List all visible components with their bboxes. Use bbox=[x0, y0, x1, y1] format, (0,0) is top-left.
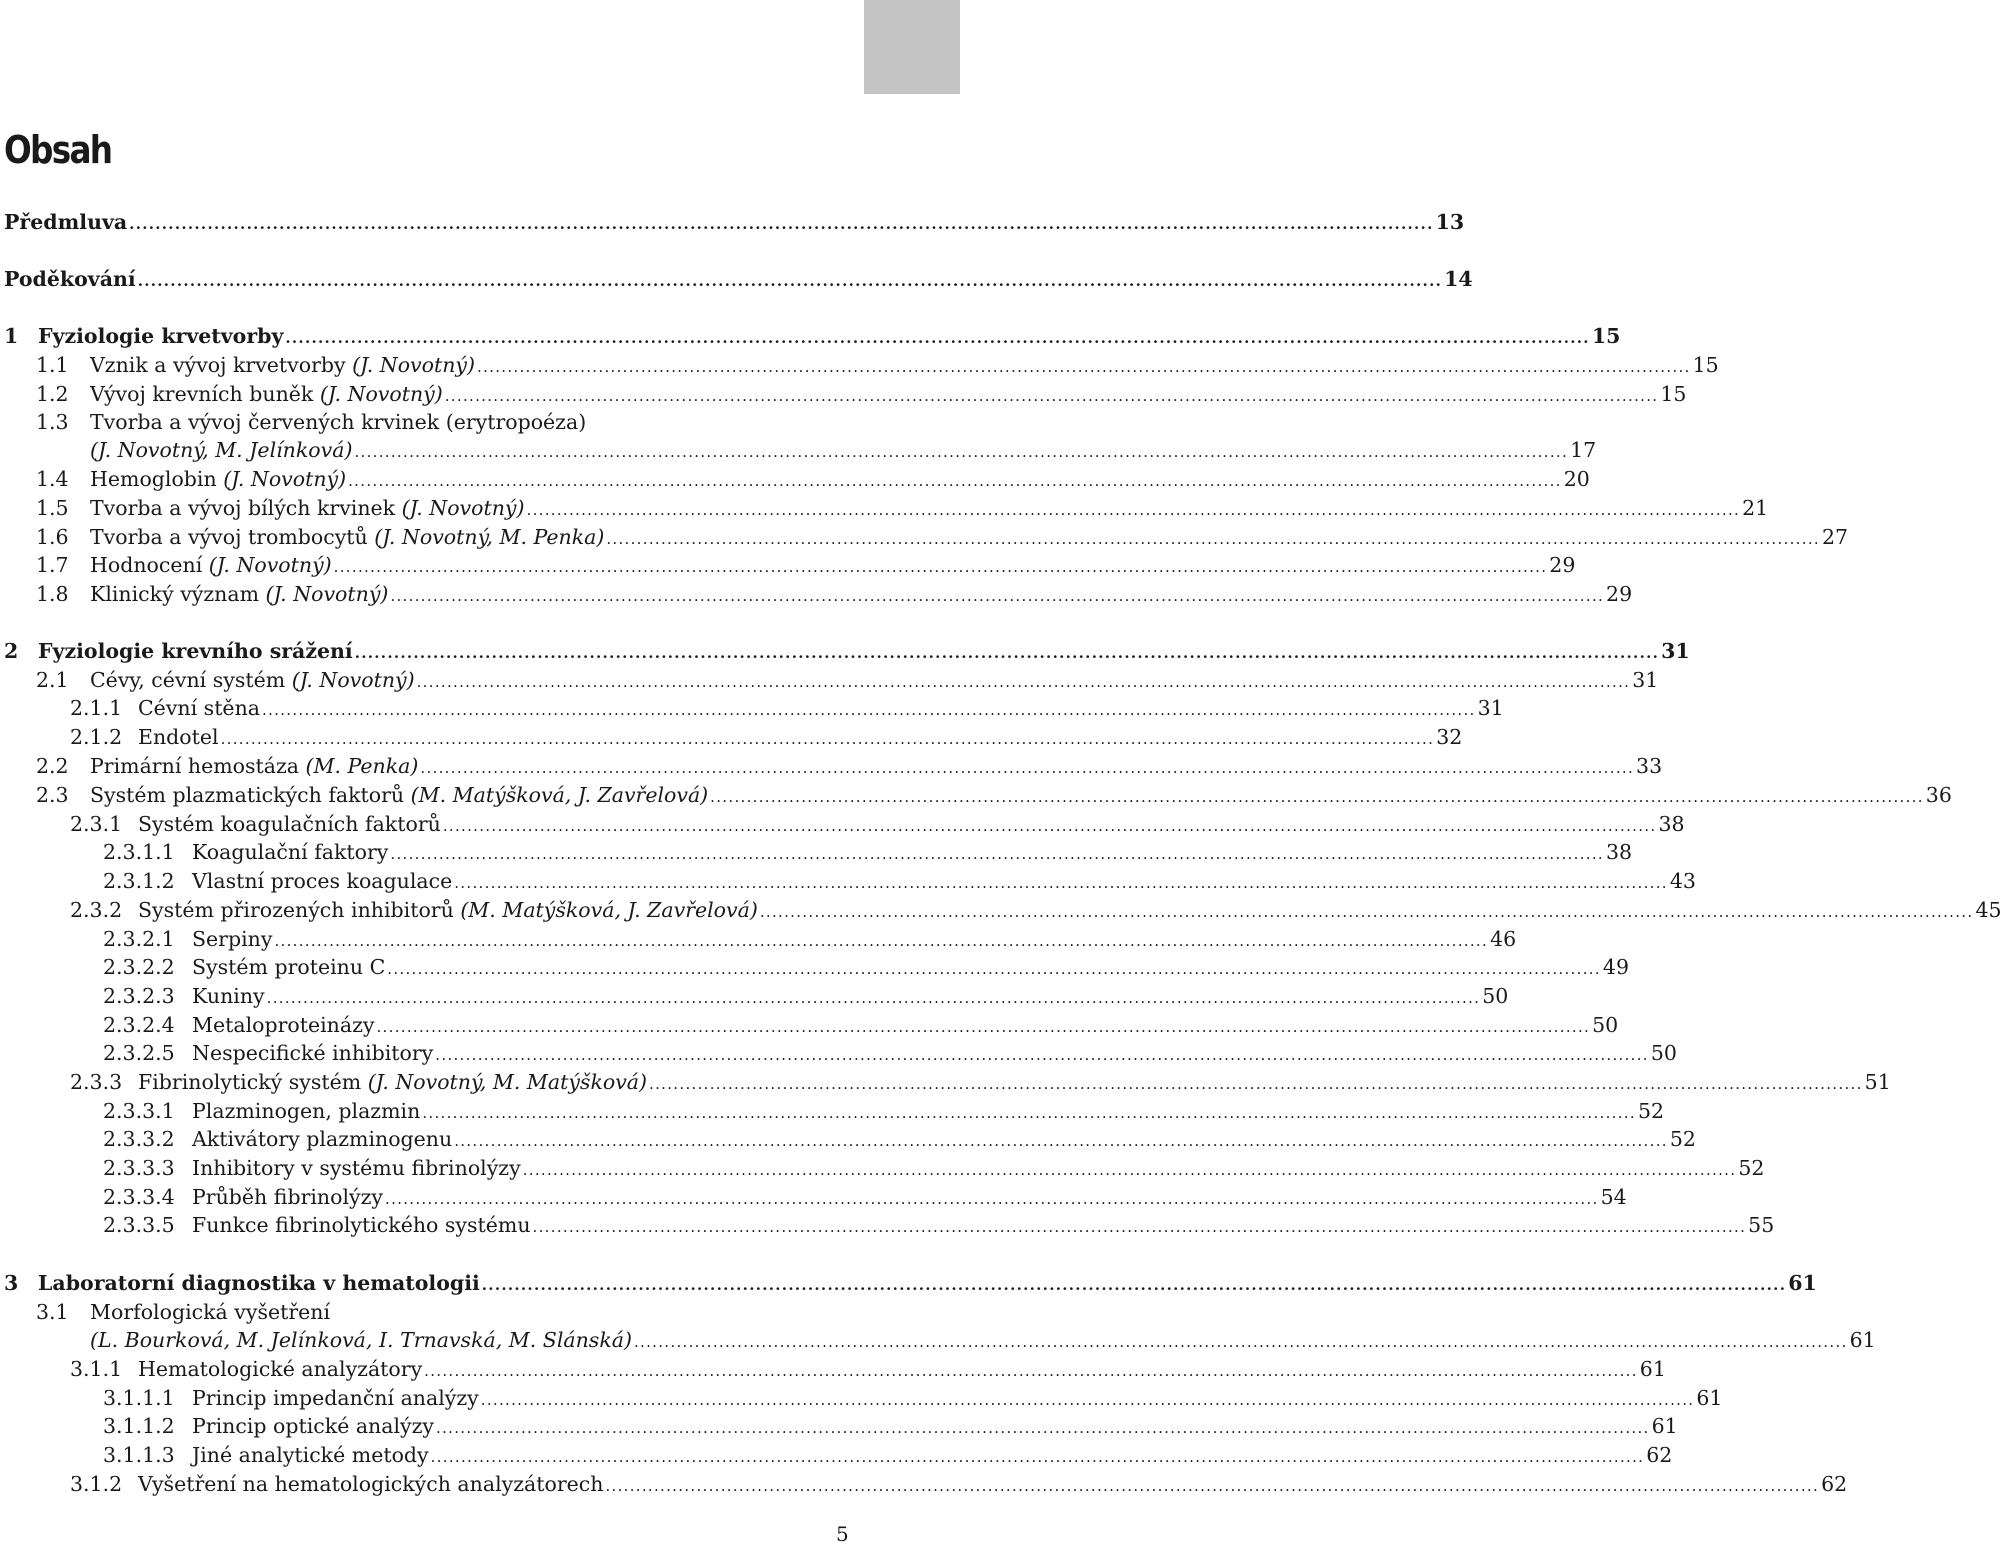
toc-leader-dots: ........................................................................................................................................................................................................ bbox=[348, 472, 1562, 490]
toc-entry-title bbox=[4, 265, 136, 293]
toc-leader-dots: ........................................................................................................................................................................................................ bbox=[526, 501, 1741, 519]
toc-entry-title bbox=[192, 1039, 433, 1067]
toc-leader-dots: ........................................................................................................................................................................................................ bbox=[262, 701, 1476, 719]
toc-leader-dots: ........................................................................................................................................................................................................ bbox=[430, 1448, 1645, 1466]
toc-entry[interactable] bbox=[36, 523, 1849, 551]
toc-entry-number: 3.1.1 bbox=[70, 1357, 123, 1381]
toc-entry-page: 54 bbox=[1600, 1185, 1627, 1209]
toc-leader-dots: ........................................................................................................................................................................................................ bbox=[532, 1218, 1747, 1236]
toc-entry-number: 2.3.2.1 bbox=[103, 927, 175, 951]
toc-entry-title-text: Nespecifické inhibitory bbox=[192, 1041, 434, 1065]
toc-entry-title-text: Systém plazmatických faktorů bbox=[90, 783, 405, 807]
toc-entry-title-text: Inhibitory v systému fibrinolýzy bbox=[192, 1156, 521, 1180]
toc-leader-dots: ........................................................................................................................................................................................................ bbox=[390, 587, 1605, 605]
toc-entry-number: 2.3.2.2 bbox=[103, 955, 175, 979]
toc-entry-title bbox=[90, 494, 525, 522]
toc-entry-title bbox=[90, 1326, 632, 1354]
toc-entry-page: 50 bbox=[1650, 1041, 1677, 1065]
toc-entry-title bbox=[90, 436, 352, 464]
toc-entry-authors: (J. Novotný) bbox=[259, 582, 389, 606]
toc-entry[interactable] bbox=[103, 1154, 1765, 1182]
toc-entry-number: 2.3.2.4 bbox=[103, 1013, 175, 1037]
toc-entry-title bbox=[192, 1211, 531, 1239]
toc-entry-page: 38 bbox=[1658, 812, 1685, 836]
toc-entry-title bbox=[192, 953, 385, 981]
toc-entry-number: 2.3.1 bbox=[70, 812, 123, 836]
toc-entry-number: 3 bbox=[4, 1271, 19, 1295]
toc-entry-authors: (M. Matýšková, J. Zavřelová) bbox=[404, 783, 709, 807]
toc-entry-title-text: Princip impedanční analýzy bbox=[192, 1386, 479, 1410]
toc-entry-page: 15 bbox=[1591, 324, 1621, 348]
toc-entry-title-text: Systém proteinu C bbox=[192, 955, 386, 979]
toc-entry[interactable] bbox=[103, 838, 1633, 866]
toc-entry[interactable] bbox=[103, 867, 1696, 895]
toc-entry-title bbox=[4, 208, 127, 236]
toc-entry-title bbox=[38, 637, 353, 665]
toc-entry-title bbox=[38, 1269, 480, 1297]
toc-entry-number: 2.1.1 bbox=[70, 696, 123, 720]
toc-entry-title-text: Funkce fibrinolytického systému bbox=[192, 1213, 531, 1237]
toc-leader-dots: ........................................................................................................................................................................................................ bbox=[424, 1362, 1638, 1380]
toc-entry-page: 29 bbox=[1606, 582, 1633, 606]
toc-entry-page: 13 bbox=[1435, 210, 1465, 234]
toc-entry-title-text: Tvorba a vývoj bílých krvinek bbox=[90, 496, 396, 520]
toc-entry-number: 1.3 bbox=[36, 410, 69, 434]
toc-entry-page: 43 bbox=[1669, 869, 1696, 893]
toc-entry-number: 3.1.1.3 bbox=[103, 1443, 175, 1467]
toc-entry-page: 38 bbox=[1606, 840, 1633, 864]
toc-leader-dots: ........................................................................................................................................................................................................ bbox=[333, 558, 1548, 576]
toc-entry-title-text: Fibrinolytický systém bbox=[138, 1070, 362, 1094]
toc-entry-page: 32 bbox=[1436, 725, 1463, 749]
toc-entry-page: 29 bbox=[1549, 553, 1576, 577]
toc-entry-title-text: Cévní stěna bbox=[138, 696, 260, 720]
toc-entry-title-text: Koagulační faktory bbox=[192, 840, 389, 864]
toc-entry-number: 2.2 bbox=[36, 754, 69, 778]
toc-entry[interactable] bbox=[90, 1326, 1876, 1354]
toc-leader-dots: ........................................................................................................................................................................................................ bbox=[387, 960, 1601, 978]
toc-leader-dots: ........................................................................................................................................................................................................ bbox=[444, 387, 1659, 405]
toc-entry-page: 21 bbox=[1742, 496, 1769, 520]
toc-entry-number: 2.3.3 bbox=[70, 1070, 123, 1094]
toc-entry[interactable] bbox=[103, 1125, 1696, 1153]
toc-entry-title-text: Fyziologie krvetvorby bbox=[38, 324, 284, 348]
toc-leader-dots: ........................................................................................................................................................................................................ bbox=[420, 759, 1635, 777]
toc-entry-number: 2.1 bbox=[36, 668, 69, 692]
toc-entry-number: 2.3.1.2 bbox=[103, 869, 175, 893]
toc-entry-title bbox=[138, 810, 441, 838]
toc-entry-title bbox=[90, 551, 332, 579]
toc-entry-title-text: Hodnocení bbox=[90, 553, 203, 577]
toc-entry[interactable] bbox=[36, 380, 1687, 408]
toc-entry-title bbox=[90, 752, 418, 780]
toc-entry-page: 50 bbox=[1592, 1013, 1619, 1037]
toc-entry-page: 20 bbox=[1563, 467, 1590, 491]
toc-entry-title-text: Serpiny bbox=[192, 927, 273, 951]
toc-entry-page: 31 bbox=[1477, 696, 1504, 720]
toc-entry[interactable] bbox=[36, 580, 1633, 608]
toc-leader-dots: ........................................................................................................................................................................................................ bbox=[416, 673, 1631, 691]
toc-entry[interactable] bbox=[4, 1269, 1817, 1297]
toc-entry-page: 36 bbox=[1925, 783, 1952, 807]
toc-entry[interactable] bbox=[36, 408, 850, 436]
toc-entry[interactable] bbox=[36, 781, 1952, 809]
toc-entry-number: 2.3 bbox=[36, 783, 69, 807]
toc-entry-page: 51 bbox=[1864, 1070, 1891, 1094]
toc-entry-title bbox=[138, 1068, 647, 1096]
toc-entry[interactable] bbox=[103, 1441, 1673, 1469]
toc-entry-title bbox=[90, 666, 415, 694]
page-title: Obsah bbox=[4, 128, 112, 172]
toc-entry-title-text: Průběh fibrinolýzy bbox=[192, 1185, 383, 1209]
toc-leader-dots: ........................................................................................................................................................................................................ bbox=[266, 989, 1481, 1007]
toc-entry-title bbox=[138, 1470, 603, 1498]
toc-entry-title-text: Předmluva bbox=[4, 210, 128, 234]
toc-entry-number: 3.1.1.1 bbox=[103, 1386, 175, 1410]
toc-leader-dots: ........................................................................................................................................................................................................ bbox=[454, 1132, 1668, 1150]
toc-entry-page: 27 bbox=[1821, 525, 1849, 549]
toc-entry-page: 61 bbox=[1651, 1414, 1678, 1438]
toc-entry[interactable] bbox=[70, 1470, 1848, 1498]
toc-entry-page: 31 bbox=[1661, 639, 1690, 663]
toc-entry[interactable] bbox=[36, 551, 1576, 579]
toc-entry-page: 33 bbox=[1636, 754, 1663, 778]
toc-entry[interactable] bbox=[103, 1097, 1665, 1125]
toc-entry-title bbox=[90, 1298, 330, 1326]
toc-entry-title bbox=[192, 1154, 521, 1182]
toc-entry-title-text: Plazminogen, plazmin bbox=[192, 1099, 421, 1123]
toc-entry-title-text: Hematologické analyzátory bbox=[138, 1357, 423, 1381]
toc-entry-page: 52 bbox=[1637, 1099, 1665, 1123]
toc-entry-page: 61 bbox=[1849, 1328, 1876, 1352]
toc-leader-dots: ........................................................................................................................................................................................................ bbox=[477, 358, 1691, 376]
toc-entry-title bbox=[90, 465, 346, 493]
toc-entry[interactable] bbox=[103, 1384, 1723, 1412]
toc-leader-dots: ........................................................................................................................................................................................................ bbox=[376, 1018, 1591, 1036]
toc-entry[interactable] bbox=[90, 436, 1597, 464]
toc-leader-dots: ........................................................................................................................................................................................................ bbox=[710, 788, 1924, 806]
toc-entry[interactable] bbox=[36, 666, 1659, 694]
toc-entry-number: 2.3.3.3 bbox=[103, 1156, 175, 1180]
toc-entry-number: 2.3.3.4 bbox=[103, 1185, 175, 1209]
toc-leader-dots: ........................................................................................................................................................................................................ bbox=[454, 874, 1668, 892]
toc-entry-number: 2.3.3.1 bbox=[103, 1099, 175, 1123]
toc-entry-number: 1.4 bbox=[36, 467, 69, 491]
toc-entry-title-text: Vyšetření na hematologických analyzátorech bbox=[138, 1472, 604, 1496]
toc-entry-title-text: Princip optické analýzy bbox=[192, 1414, 435, 1438]
toc-entry-title-text: Systém přirozených inhibitorů bbox=[138, 898, 454, 922]
toc-leader-dots: ........................................................................................................................................................................................................ bbox=[354, 443, 1569, 461]
toc-entry-number: 1.7 bbox=[36, 553, 69, 577]
toc-entry-page: 15 bbox=[1692, 353, 1719, 377]
toc-entry[interactable] bbox=[103, 925, 1517, 953]
toc-entry[interactable] bbox=[103, 1412, 1678, 1440]
toc-entry-number: 1.2 bbox=[36, 382, 69, 406]
toc-entry[interactable] bbox=[70, 1355, 1666, 1383]
toc-entry[interactable] bbox=[4, 322, 1621, 350]
toc-entry-title bbox=[192, 1125, 452, 1153]
toc-entry-title-text: Vývoj krevních buněk bbox=[90, 382, 314, 406]
toc-entry-title-text: Metaloproteinázy bbox=[192, 1013, 375, 1037]
toc-entry-page: 62 bbox=[1646, 1443, 1673, 1467]
toc-entry-title bbox=[138, 694, 260, 722]
toc-leader-dots: ........................................................................................................................................................................................................ bbox=[605, 1477, 1820, 1495]
toc-leader-dots: ........................................................................................................................................................................................................ bbox=[220, 730, 1435, 748]
toc-entry-number: 2.3.1.1 bbox=[103, 840, 175, 864]
toc-leader-dots: ........................................................................................................................................................................................................ bbox=[385, 1190, 1599, 1208]
toc-entry-title-text: Morfologická vyšetření bbox=[90, 1300, 331, 1324]
toc-entry[interactable] bbox=[4, 208, 1465, 236]
toc-entry-page: 52 bbox=[1738, 1156, 1765, 1180]
toc-entry-number: 1.6 bbox=[36, 525, 69, 549]
toc-leader-dots: ........................................................................................................................................................................................................ bbox=[649, 1075, 1863, 1093]
toc-entry[interactable] bbox=[70, 896, 2002, 924]
toc-entry-number: 2.1.2 bbox=[70, 725, 123, 749]
toc-entry-authors: (J. Novotný) bbox=[313, 382, 443, 406]
toc-entry[interactable] bbox=[36, 752, 1663, 780]
toc-entry-number: 1.1 bbox=[36, 353, 69, 377]
toc-entry-title bbox=[90, 380, 443, 408]
toc-entry-authors: (J. Novotný) bbox=[202, 553, 332, 577]
toc-entry[interactable] bbox=[36, 465, 1590, 493]
toc-entry-title-text: Primární hemostáza bbox=[90, 754, 300, 778]
toc-leader-dots: ........................................................................................................................................................................................................ bbox=[633, 1333, 1848, 1351]
toc-entry-title-text: Jiné analytické metody bbox=[192, 1443, 429, 1467]
toc-entry[interactable] bbox=[103, 1183, 1627, 1211]
toc-entry-page: 17 bbox=[1570, 438, 1597, 462]
toc-entry-page: 61 bbox=[1696, 1386, 1723, 1410]
toc-entry-title bbox=[192, 1183, 383, 1211]
toc-entry-title bbox=[138, 1355, 422, 1383]
toc-entry-title bbox=[192, 1011, 374, 1039]
toc-leader-dots: ........................................................................................................................................................................................................ bbox=[422, 1104, 1636, 1122]
toc-entry-number: 2.3.2 bbox=[70, 898, 123, 922]
toc-leader-dots: ........................................................................................................................................................................................................ bbox=[129, 215, 1434, 233]
toc-entry-number: 3.1.1.2 bbox=[103, 1414, 175, 1438]
toc-leader-dots: ........................................................................................................................................................................................................ bbox=[137, 272, 1443, 290]
toc-leader-dots: ........................................................................................................................................................................................................ bbox=[390, 845, 1605, 863]
toc-entry-authors: (J. Novotný) bbox=[216, 467, 347, 491]
toc-entry-authors: (J. Novotný, M. Jelínková) bbox=[90, 438, 353, 462]
toc-leader-dots: ........................................................................................................................................................................................................ bbox=[522, 1161, 1737, 1179]
toc-entry-title bbox=[90, 781, 708, 809]
toc-entry-title-text: Cévy, cévní systém bbox=[90, 668, 286, 692]
toc-entry-page: 55 bbox=[1748, 1213, 1775, 1237]
toc-entry-title bbox=[38, 322, 283, 350]
toc-entry-title bbox=[192, 982, 265, 1010]
toc-entry-number: 2.3.3.2 bbox=[103, 1127, 175, 1151]
toc-entry-title-text: Tvorba a vývoj trombocytů bbox=[90, 525, 368, 549]
toc-leader-dots: ........................................................................................................................................................................................................ bbox=[274, 932, 1489, 950]
toc-entry-title bbox=[192, 1441, 429, 1469]
toc-leader-dots: ........................................................................................................................................................................................................ bbox=[435, 1046, 1649, 1064]
toc-entry-number: 3.1.2 bbox=[70, 1472, 123, 1496]
toc-entry-page: 14 bbox=[1444, 267, 1473, 291]
toc-entry[interactable] bbox=[103, 1039, 1677, 1067]
toc-entry-authors: (J. Novotný) bbox=[345, 353, 476, 377]
toc-entry[interactable] bbox=[70, 723, 1463, 751]
toc-leader-dots: ........................................................................................................................................................................................................ bbox=[481, 1276, 1787, 1294]
toc-entry-page: 62 bbox=[1821, 1472, 1848, 1496]
toc-entry-authors: (M. Penka) bbox=[299, 754, 419, 778]
toc-entry[interactable] bbox=[103, 1011, 1619, 1039]
toc-entry[interactable] bbox=[103, 953, 1629, 981]
toc-entry-authors: (J. Novotný) bbox=[395, 496, 525, 520]
toc-entry[interactable] bbox=[70, 694, 1504, 722]
toc-entry-page: 52 bbox=[1669, 1127, 1696, 1151]
toc-entry-number: 1.8 bbox=[36, 582, 69, 606]
toc-entry-title bbox=[192, 1097, 420, 1125]
toc-entry[interactable] bbox=[36, 351, 1719, 379]
toc-entry[interactable] bbox=[4, 265, 1473, 293]
toc-entry[interactable] bbox=[36, 494, 1769, 522]
toc-entry-title bbox=[192, 1384, 479, 1412]
toc-leader-dots: ........................................................................................................................................................................................................ bbox=[285, 329, 1590, 347]
toc-entry-title bbox=[192, 838, 388, 866]
toc-entry-authors: (M. Matýšková, J. Zavřelová) bbox=[453, 898, 758, 922]
toc-entry[interactable] bbox=[70, 810, 1685, 838]
toc-entry-page: 61 bbox=[1639, 1357, 1666, 1381]
toc-entry-title-text: Kuniny bbox=[192, 984, 265, 1008]
toc-entry-title bbox=[90, 351, 475, 379]
toc-leader-dots: ........................................................................................................................................................................................................ bbox=[480, 1391, 1695, 1409]
toc-entry-number: 1.5 bbox=[36, 496, 69, 520]
toc-entry-number: 3.1 bbox=[36, 1300, 69, 1324]
toc-entry-title bbox=[90, 580, 388, 608]
toc-entry-title bbox=[90, 408, 586, 436]
toc-entry-title-text: Hemoglobin bbox=[90, 467, 217, 491]
toc-entry[interactable] bbox=[103, 982, 1509, 1010]
toc-entry-title-text: Poděkování bbox=[4, 267, 136, 291]
toc-entry-authors: (L. Bourková, M. Jelínková, I. Trnavská, M. Slánská) bbox=[90, 1328, 632, 1352]
toc-entry-page: 31 bbox=[1632, 668, 1659, 692]
toc-entry-page: 49 bbox=[1602, 955, 1629, 979]
toc-entry-title-text: Fyziologie krevního srážení bbox=[38, 639, 353, 663]
toc-entry-title bbox=[138, 896, 758, 924]
toc-entry-authors: (J. Novotný, M. Matýšková) bbox=[361, 1070, 648, 1094]
toc-entry-number: 2.3.3.5 bbox=[103, 1213, 175, 1237]
toc-entry-number: 2 bbox=[4, 639, 19, 663]
toc-entry-authors: (J. Novotný, M. Penka) bbox=[367, 525, 605, 549]
toc-entry-title bbox=[192, 1412, 434, 1440]
toc-entry-number: 1 bbox=[4, 324, 19, 348]
page-number: 5 bbox=[836, 1522, 849, 1546]
toc-entry-page: 15 bbox=[1660, 382, 1687, 406]
toc-entry-title-text: Laboratorní diagnostika v hematologii bbox=[38, 1271, 480, 1295]
toc-leader-dots: ........................................................................................................................................................................................................ bbox=[759, 903, 1974, 921]
toc-entry-authors: (J. Novotný) bbox=[285, 668, 415, 692]
toc-entry[interactable] bbox=[36, 1298, 850, 1326]
toc-entry[interactable] bbox=[4, 637, 1690, 665]
toc-entry-page: 50 bbox=[1482, 984, 1509, 1008]
toc-entry[interactable] bbox=[70, 1068, 1891, 1096]
toc-leader-dots: ........................................................................................................................................................................................................ bbox=[606, 530, 1820, 548]
toc-entry-page: 45 bbox=[1975, 898, 2002, 922]
toc-entry-title-text: Tvorba a vývoj červených krvinek (erytropoéza) bbox=[90, 410, 587, 434]
toc-entry-number: 2.3.2.5 bbox=[103, 1041, 175, 1065]
toc-entry-page: 46 bbox=[1490, 927, 1517, 951]
toc-entry-title-text: Vznik a vývoj krvetvorby bbox=[90, 353, 346, 377]
toc-entry-title bbox=[138, 723, 219, 751]
toc-leader-dots: ........................................................................................................................................................................................................ bbox=[442, 817, 1657, 835]
toc-entry[interactable] bbox=[103, 1211, 1775, 1239]
toc-entry-number: 2.3.2.3 bbox=[103, 984, 175, 1008]
toc-entry-title bbox=[192, 867, 452, 895]
toc-entry-title-text: Vlastní proces koagulace bbox=[192, 869, 453, 893]
toc-entry-title-text: Klinický význam bbox=[90, 582, 260, 606]
toc-entry-title-text: Systém koagulačních faktorů bbox=[138, 812, 441, 836]
toc-leader-dots: ........................................................................................................................................................................................................ bbox=[354, 644, 1660, 662]
toc-entry-title bbox=[192, 925, 272, 953]
toc-entry-title-text: Endotel bbox=[138, 725, 219, 749]
toc-entry-title-text: Aktivátory plazminogenu bbox=[192, 1127, 453, 1151]
toc-entry-title bbox=[90, 523, 604, 551]
toc-entry-page: 61 bbox=[1788, 1271, 1817, 1295]
toc-leader-dots: ........................................................................................................................................................................................................ bbox=[436, 1419, 1650, 1437]
